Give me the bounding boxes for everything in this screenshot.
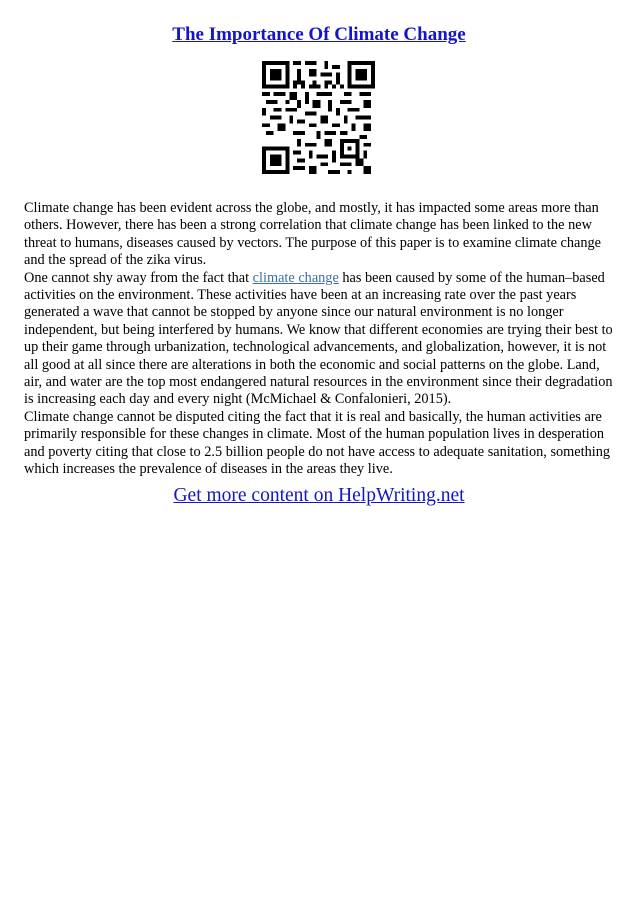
paragraph-text-after-link: has been caused by some of the human–based activities on the environment. These activities have been at an increasing rate over the past years generated a wave that cannot be stopped by anyone since our natural environment is no longer independent, but being interfered by humans. We know that different economies are trying their best to up their game through urbanization, technological advancements, and globalization, however, it is not all good at all since there are alterations in both the economic and social patterns on the globe. Land, air, and water are the top most endangered natural resources in the environment since their degradation is increasing each day and every night (McMichael & Confalonieri, 2015).	[24, 269, 613, 408]
qr-code	[262, 61, 375, 174]
paragraph-intro: Climate change has been evident across the globe, and mostly, it has impacted some areas more than others. However, there has been a strong correlation that climate change has been linked to the new threat to humans, diseases caused by vectors. The purpose of this paper is to examine climate change and the spread of the zika virus.	[24, 200, 601, 269]
document-title-link[interactable]: The Importance Of Climate Change	[172, 24, 466, 45]
paragraph-text-before-link: One cannot shy away from the fact that	[24, 269, 253, 286]
paragraph-conclusion: Climate change cannot be disputed citing the fact that it is real and basically, the human activities are primarily responsible for these changes in climate. Most of the human population lives in desperation and poverty citing that close to 2.5 billion people do not have access to adequate sanitation, something which increases the prevalence of diseases in the areas they live.	[24, 408, 611, 478]
climate-change-link[interactable]: climate change	[252, 269, 339, 286]
more-content-link[interactable]: Get more content on HelpWriting.net	[173, 485, 465, 506]
paragraph-human-activities	[24, 270, 616, 409]
document-body	[24, 200, 616, 479]
